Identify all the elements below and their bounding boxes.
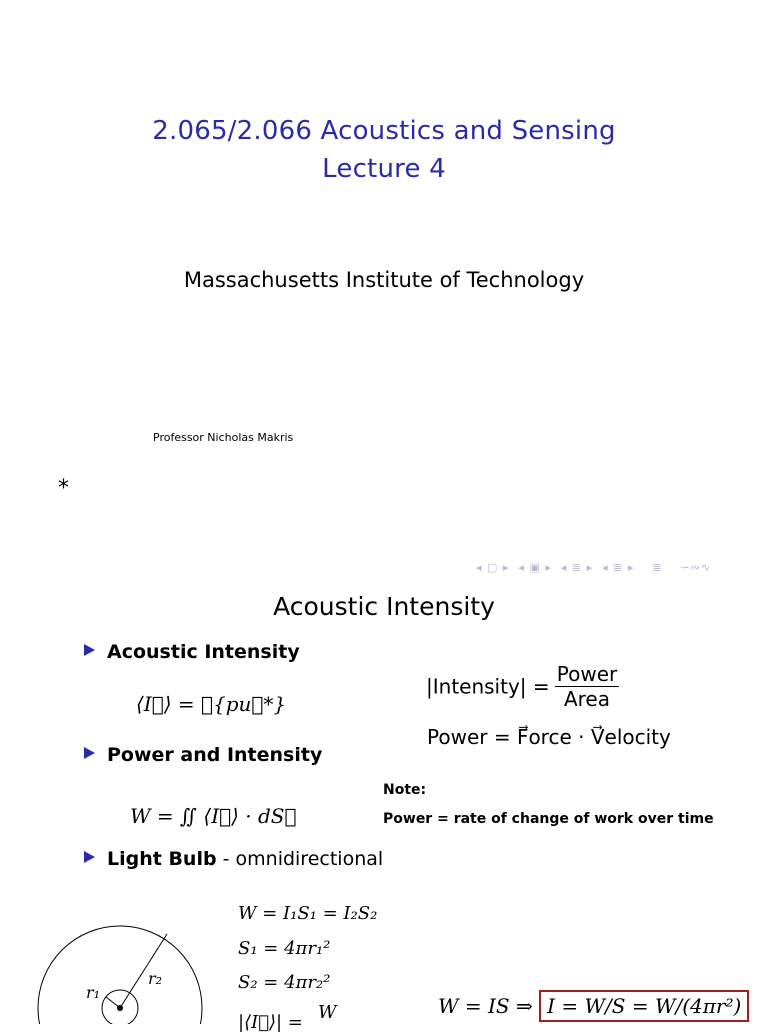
equation-bulb-4-numerator: W bbox=[318, 1002, 337, 1023]
professor-name: Professor Nicholas Makris bbox=[153, 431, 294, 444]
bullet-rest: - omnidirectional bbox=[216, 848, 384, 870]
equation-bulb-1: W = I₁S₁ = I₂S₂ bbox=[238, 903, 378, 924]
equation-bulb-3: S₂ = 4πr₂² bbox=[238, 972, 331, 993]
abs-intensity-fraction bbox=[555, 662, 619, 711]
equation-bulb-5 bbox=[438, 994, 749, 1018]
bullet-label: Acoustic Intensity bbox=[107, 641, 300, 663]
abs-intensity-denominator: Area bbox=[563, 687, 610, 711]
footnote-star: * bbox=[58, 476, 69, 501]
note-heading: Note: bbox=[383, 782, 427, 798]
abs-intensity-lhs: |Intensity| = bbox=[426, 674, 550, 699]
note-body: Power = rate of change of work over time bbox=[383, 811, 714, 827]
bullet-label: Light Bulb bbox=[107, 848, 217, 870]
bullet-acoustic-intensity bbox=[84, 641, 300, 663]
bullet-triangle-icon bbox=[84, 851, 95, 863]
bullet-label: Power and Intensity bbox=[107, 744, 323, 766]
equation-bulb-5-lhs: W = IS ⇒ bbox=[438, 994, 533, 1018]
equation-bulb-2: S₁ = 4πr₁² bbox=[238, 938, 331, 959]
equation-power: Power = F⃗orce · V⃗elocity bbox=[427, 725, 671, 749]
equation-power-integral: W = ∬ ⟨I⃗⟩ · dS⃗ bbox=[130, 804, 297, 828]
slide-title: Acoustic Intensity bbox=[273, 592, 495, 621]
equation-bulb-5-boxed: I = W/S = W/(4πr²) bbox=[539, 990, 749, 1022]
institution-name: Massachusetts Institute of Technology bbox=[183, 268, 585, 292]
abs-intensity-numerator: Power bbox=[556, 662, 618, 686]
equation-bulb-4: |⟨I⃗⟩| = bbox=[238, 1012, 303, 1033]
bullet-triangle-icon bbox=[84, 644, 95, 656]
radius-r1-line bbox=[106, 997, 120, 1008]
label-r2: r₂ bbox=[148, 969, 163, 988]
label-r1: r₁ bbox=[86, 983, 101, 1002]
equation-abs-intensity bbox=[426, 662, 619, 711]
lecture-title-line2: Lecture 4 bbox=[322, 154, 446, 184]
beamer-navigation-bar[interactable]: ◂ ▢ ▸ ◂ ▣ ▸ ◂ ≣ ▸ ◂ ≣ ▸ ≣ ∽∾∿ bbox=[476, 561, 712, 574]
light-bulb-diagram bbox=[30, 920, 220, 1024]
lecture-title-line1: 2.065/2.066 Acoustics and Sensing bbox=[152, 116, 616, 146]
bullet-power-intensity bbox=[84, 744, 322, 766]
bullet-triangle-icon bbox=[84, 747, 95, 759]
bullet-light-bulb bbox=[84, 848, 383, 870]
equation-intensity-definition: ⟨I⃗⟩ = ℜ{pu⃗*} bbox=[136, 692, 287, 716]
